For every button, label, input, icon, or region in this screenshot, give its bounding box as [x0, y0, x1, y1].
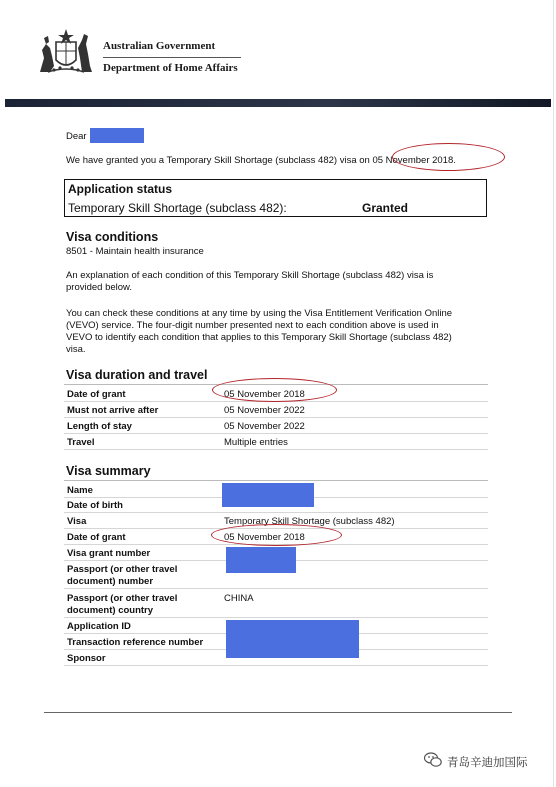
duration-heading: Visa duration and travel: [66, 368, 208, 382]
row-divider: [64, 512, 488, 513]
row-label: Passport (or other travel: [67, 593, 178, 604]
government-name: Australian Government: [103, 40, 216, 52]
row-label: document) country: [67, 605, 154, 616]
row-value: 05 November 2018: [224, 389, 305, 400]
status-value: Granted: [362, 201, 409, 215]
redacted-grant-passport: [226, 547, 296, 573]
greeting: Dear: [66, 131, 87, 142]
header-bar: [5, 99, 551, 107]
row-label: document) number: [67, 576, 154, 587]
row-divider: [64, 617, 488, 618]
row-value: CHINA: [224, 593, 254, 604]
row-label: Date of birth: [67, 500, 123, 511]
highlight-oval: [211, 524, 342, 546]
row-value: Temporary Skill Shortage (subclass 482): [224, 516, 395, 527]
highlight-oval: [392, 143, 505, 171]
row-label: Application ID: [67, 621, 131, 632]
watermark-text: 青岛辛迪加国际: [447, 757, 528, 769]
row-label: Passport (or other travel: [67, 564, 178, 575]
row-label: Date of grant: [67, 389, 126, 400]
highlight-oval: [212, 378, 337, 402]
redacted-name: [90, 128, 144, 143]
row-value: 05 November 2022: [224, 421, 305, 432]
row-value: 05 November 2018: [224, 532, 305, 543]
section-rule: [64, 480, 488, 481]
condition-item: 8501 - Maintain health insurance: [66, 246, 204, 257]
conditions-para1-line: An explanation of each condition of this Temporary Skill Shortage (subclass 482) visa is: [66, 270, 434, 281]
conditions-para1-line: provided below.: [66, 282, 133, 293]
footer-rule: [44, 712, 512, 713]
row-divider: [64, 665, 488, 666]
conditions-heading: Visa conditions: [66, 230, 159, 244]
row-label: Date of grant: [67, 532, 126, 543]
conditions-para2-line: You can check these conditions at any time by using the Visa Entitlement Verification Online: [66, 308, 453, 319]
grant-intro: We have granted you a Temporary Skill Shortage (subclass 482) visa on 05 November 2018.: [66, 155, 456, 166]
department-name: Department of Home Affairs: [103, 62, 238, 74]
conditions-para2-line: VEVO to identify each condition that applies to this Temporary Skill Shortage (subclass 482): [66, 332, 452, 343]
row-label: Travel: [67, 437, 95, 448]
redacted-name-dob: [222, 483, 314, 507]
page-edge: [553, 0, 554, 787]
row-divider: [64, 417, 488, 418]
conditions-para2-line: (VEVO) service. The four-digit number presented next to each condition above is used in: [66, 320, 439, 331]
row-divider: [64, 433, 488, 434]
row-divider: [64, 588, 488, 589]
status-title: Application status: [68, 182, 173, 196]
row-label: Must not arrive after: [67, 405, 159, 416]
row-divider: [64, 449, 488, 450]
status-visa: Temporary Skill Shortage (subclass 482):: [68, 201, 287, 215]
row-value: Multiple entries: [224, 437, 288, 448]
summary-heading: Visa summary: [66, 464, 151, 478]
row-label: Visa grant number: [67, 548, 151, 559]
row-label: Sponsor: [67, 653, 106, 664]
wechat-icon: [424, 752, 442, 768]
header-divider: [103, 57, 241, 58]
redacted-ids-sponsor: [226, 620, 359, 658]
row-value: 05 November 2022: [224, 405, 305, 416]
conditions-para2-line: visa.: [66, 344, 86, 355]
row-label: Length of stay: [67, 421, 132, 432]
coat-of-arms-icon: [34, 26, 98, 76]
row-label: Name: [67, 485, 93, 496]
row-label: Transaction reference number: [67, 637, 204, 648]
row-label: Visa: [67, 516, 87, 527]
